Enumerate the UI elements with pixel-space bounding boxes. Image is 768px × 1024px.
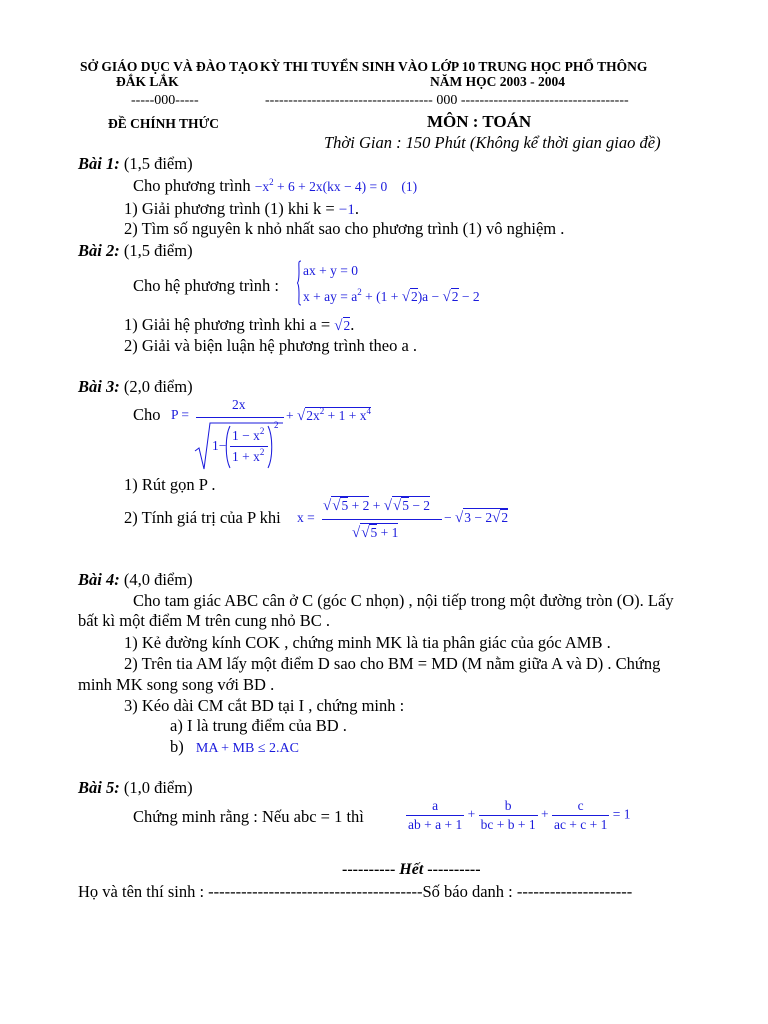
problem-5-title: Bài 5: <box>78 778 120 797</box>
department-separator: -----000----- <box>131 93 199 108</box>
problem-4-points: (4,0 điểm) <box>123 570 193 589</box>
problem-5-points: (1,0 điểm) <box>123 778 193 797</box>
end-marker: ---------- Hết ---------- <box>342 861 481 878</box>
problem-5-heading <box>78 778 193 798</box>
problem-1-intro-text: Cho phương trình <box>133 176 251 195</box>
problem-4-question-2b: minh MK song song với BD . <box>78 675 275 694</box>
system-brace <box>296 260 302 306</box>
k-value: −1 <box>338 202 355 218</box>
p-lhs: P = <box>171 407 189 422</box>
p-numerator: 2x <box>232 397 246 412</box>
problem-1-question-1: 1) Giải phương trình (1) khi k = −1. <box>124 199 359 218</box>
problem-1-points: (1,5 điểm) <box>123 154 193 173</box>
p-inner-denominator: $1 + x^2$ <box>232 447 265 464</box>
system-equation-1: ax + y = 0 <box>303 263 358 278</box>
a-value: √2 <box>334 318 351 334</box>
inequality: MA + MB ≤ 2.AC <box>195 741 299 756</box>
problem-1-heading <box>78 154 193 174</box>
equation-1-label: (1) <box>401 179 418 194</box>
problem-3-intro: Cho <box>133 405 161 424</box>
problem-2-question-1: 1) Giải hệ phương trình khi a = √2. <box>124 315 355 334</box>
problem-2-title: Bài 2: <box>78 241 120 260</box>
problem-2-heading <box>78 241 193 261</box>
problem-4-question-1: 1) Kẻ đường kính COK , chứng minh MK là tia phân giác của góc AMB . <box>124 633 611 652</box>
problem-2-question-2: 2) Giải và biện luận hệ phương trình theo a . <box>124 336 418 355</box>
p-radical-one: 1− <box>212 438 227 453</box>
problem-2-intro: Cho hệ phương trình : <box>133 276 279 295</box>
problem-3-heading <box>78 377 193 397</box>
identity-expression: $\frac{a}{ab + a + 1}$ + $\frac{b}{bc + b + 1}$ + $\frac{c}{ac + c + 1}$ = 1 <box>408 798 631 832</box>
school-year: NĂM HỌC 2003 - 2004 <box>430 74 565 89</box>
province-name: ĐẮK LẮK <box>116 74 179 89</box>
exam-separator: ------------------------------------ 000 ------------------------------------ <box>265 93 629 108</box>
equation-1: $-x^2 + 6 + 2x(kx - 4) = 0$ <box>254 177 388 194</box>
problem-3-title: Bài 3: <box>78 377 120 396</box>
x-tail: − √3 − 2√2 <box>444 510 509 526</box>
problem-4-paragraph-2: bất kì một điểm M trên cung nhỏ BC . <box>78 611 331 630</box>
problem-4-part-a: a) I là trung điểm của BD . <box>170 716 347 735</box>
p-second-term: + $√2x^2 + 1 + x^4$ <box>286 406 371 424</box>
problem-1-title: Bài 1: <box>78 154 120 173</box>
x-denominator: √√5 + 1 <box>352 525 399 541</box>
problem-5-statement: Chứng minh rằng : Nếu abc = 1 thì <box>133 807 364 826</box>
subject-title: MÔN : TOÁN <box>427 112 532 131</box>
fraction-b: $\frac{b}{bc + b + 1}$ <box>480 798 536 832</box>
problem-1-intro <box>133 176 417 196</box>
problem-3-question-1: 1) Rút gọn P . <box>124 475 216 494</box>
x-fraction-bar <box>322 519 442 520</box>
problem-4-part-b: b) MA + MB ≤ 2.AC <box>170 737 299 756</box>
official-label: ĐỀ CHÍNH THỨC <box>108 116 220 131</box>
problem-4-paragraph-1: Cho tam giác ABC cân ở C (góc C nhọn) , nội tiếp trong một đường tròn (O). Lấy <box>133 591 674 610</box>
p-fraction-bar <box>196 417 284 418</box>
department-name: SỞ GIÁO DỤC VÀ ĐÀO TẠO <box>80 59 259 74</box>
candidate-info-line: Họ và tên thí sinh : ---------------------------------------Số báo danh : --------------------- <box>78 882 633 901</box>
problem-3-question-2: 2) Tính giá trị của P khi <box>124 508 281 527</box>
problem-4-question-2a: 2) Trên tia AM lấy một điểm D sao cho BM = MD (M nằm giữa A và D) . Chứng <box>124 654 661 673</box>
problem-2-points: (1,5 điểm) <box>123 241 193 260</box>
problem-4-title: Bài 4: <box>78 570 120 589</box>
fraction-a: $\frac{a}{ab + a + 1}$ <box>408 798 463 832</box>
p-outer-exponent: 2 <box>274 420 279 430</box>
p-inner-numerator: $1 - x^2$ <box>232 426 265 443</box>
fraction-c: $\frac{c}{ac + c + 1}$ <box>553 798 608 832</box>
system-equation-2: x + ay = $a^2 + (1 + √2)a - √2 - 2$ <box>303 287 480 305</box>
exam-time: Thời Gian : 150 Phút (Không kể thời gian giao đề) <box>324 133 661 152</box>
problem-1-question-2: 2) Tìm số nguyên k nhỏ nhất sao cho phương trình (1) vô nghiệm . <box>124 219 565 238</box>
problem-4-heading <box>78 570 193 590</box>
problem-4-question-3: 3) Kéo dài CM cắt BD tại I , chứng minh : <box>124 696 405 715</box>
exam-title: KỲ THI TUYỂN SINH VÀO LỚP 10 TRUNG HỌC PHỔ THÔNG <box>260 59 648 74</box>
x-numerator: √√5 + 2 + √√5 − 2 <box>323 498 431 514</box>
x-lhs: x = <box>297 510 315 525</box>
problem-3-points: (2,0 điểm) <box>123 377 193 396</box>
